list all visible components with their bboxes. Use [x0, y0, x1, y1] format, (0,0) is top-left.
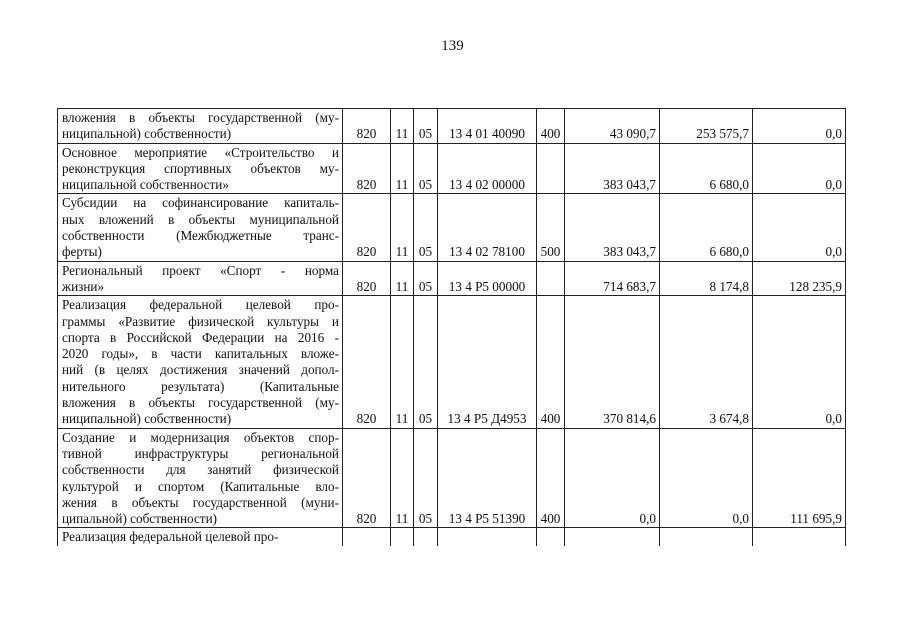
target-article-cell: 13 4 P5 51390 [438, 428, 537, 528]
description-line: собственности (Межбюджетные транс- [62, 228, 339, 244]
description-line: Создание и модернизация объектов спор- [62, 429, 339, 445]
description-line: ний (в целях достижения значений допол- [62, 362, 339, 378]
amount-year1-cell: 43 090,7 [565, 109, 660, 144]
description-line: Субсидии на софинансирование капиталь- [62, 195, 339, 211]
empty-cell [753, 528, 846, 546]
section-code-cell: 11 [391, 143, 414, 194]
table-row [58, 143, 846, 194]
amount-year3-cell: 111 695,9 [753, 428, 846, 528]
description-cell [58, 109, 343, 144]
description-cell [58, 428, 343, 528]
page-number: 139 [441, 38, 464, 54]
table-row [58, 109, 846, 144]
empty-cell [660, 528, 753, 546]
target-article-cell: 13 4 P5 Д4953 [438, 296, 537, 428]
description-cell [58, 296, 343, 428]
amount-year1-cell: 0,0 [565, 428, 660, 528]
description-line: 2020 годы», в части капитальных вложе- [62, 346, 339, 362]
description-line: граммы «Развитие физической культуры и [62, 313, 339, 329]
table-row-partial [58, 528, 846, 546]
table-body [58, 109, 846, 546]
empty-cell [438, 528, 537, 546]
amount-year2-cell: 8 174,8 [660, 261, 753, 296]
empty-cell [537, 528, 565, 546]
description-line: вложения в объекты государственной (му- [62, 110, 339, 125]
subsection-code-cell: 05 [414, 428, 438, 528]
description-line: реконструкция спортивных объектов му- [62, 160, 339, 176]
target-article-cell: 13 4 P5 00000 [438, 261, 537, 296]
description-line: нительного результата) (Капитальные [62, 378, 339, 394]
section-code-cell: 11 [391, 428, 414, 528]
description-line: вложения в объекты государственной (му- [62, 395, 339, 411]
amount-year3-cell: 0,0 [753, 143, 846, 194]
ministry-code-cell: 820 [343, 428, 391, 528]
description-cell [58, 528, 343, 546]
ministry-code-cell: 820 [343, 143, 391, 194]
table-row [58, 194, 846, 261]
description-line: тивной инфраструктуры региональной [62, 445, 339, 461]
amount-year3-cell: 0,0 [753, 109, 846, 144]
ministry-code-cell: 820 [343, 296, 391, 428]
expense-type-cell [537, 143, 565, 194]
expense-type-cell: 400 [537, 109, 565, 144]
section-code-cell: 11 [391, 296, 414, 428]
description-line: ципальной) собственности) [62, 511, 218, 527]
target-article-cell: 13 4 02 00000 [438, 143, 537, 194]
amount-year2-cell: 253 575,7 [660, 109, 753, 144]
subsection-code-cell: 05 [414, 296, 438, 428]
subsection-code-cell: 05 [414, 109, 438, 144]
description-line: культурой и спортом (Капитальные вло- [62, 478, 339, 494]
target-article-cell: 13 4 02 78100 [438, 194, 537, 261]
expense-type-cell [537, 261, 565, 296]
subsection-code-cell: 05 [414, 194, 438, 261]
section-code-cell: 11 [391, 261, 414, 296]
table-row [58, 296, 846, 428]
empty-cell [414, 528, 438, 546]
expense-type-cell: 400 [537, 428, 565, 528]
section-code-cell: 11 [391, 194, 414, 261]
description-line: ных вложений в объекты муниципальной [62, 211, 339, 227]
ministry-code-cell: 820 [343, 109, 391, 144]
empty-cell [565, 528, 660, 546]
description-cell [58, 143, 343, 194]
ministry-code-cell: 820 [343, 261, 391, 296]
description-line: Региональный проект «Спорт - норма [62, 262, 339, 278]
description-line: ниципальной собственности» [62, 177, 229, 193]
description-line: ниципальной) собственности) [62, 411, 232, 427]
amount-year3-cell: 0,0 [753, 194, 846, 261]
empty-cell [343, 528, 391, 546]
description-line: Реализация федеральной целевой про- [62, 529, 279, 545]
description-line: спорта в Российской Федерации на 2016 - [62, 329, 339, 345]
expense-type-cell: 400 [537, 296, 565, 428]
section-code-cell: 11 [391, 109, 414, 144]
ministry-code-cell: 820 [343, 194, 391, 261]
description-cell [58, 261, 343, 296]
description-line: ферты) [62, 244, 102, 260]
description-line: ниципальной) собственности) [62, 126, 232, 142]
amount-year3-cell: 0,0 [753, 296, 846, 428]
table-row [58, 428, 846, 528]
empty-cell [391, 528, 414, 546]
description-line: жения в объекты государственной (муни- [62, 494, 339, 510]
amount-year1-cell: 383 043,7 [565, 194, 660, 261]
subsection-code-cell: 05 [414, 143, 438, 194]
amount-year1-cell: 714 683,7 [565, 261, 660, 296]
amount-year2-cell: 0,0 [660, 428, 753, 528]
amount-year1-cell: 370 814,6 [565, 296, 660, 428]
description-line: Основное мероприятие «Строительство и [62, 144, 339, 160]
target-article-cell: 13 4 01 40090 [438, 109, 537, 144]
expense-type-cell: 500 [537, 194, 565, 261]
subsection-code-cell: 05 [414, 261, 438, 296]
amount-year2-cell: 6 680,0 [660, 194, 753, 261]
description-line: жизни» [62, 278, 105, 294]
amount-year3-cell: 128 235,9 [753, 261, 846, 296]
description-line: Реализация федеральной целевой про- [62, 297, 339, 313]
description-line: собственности для занятий физической [62, 462, 339, 478]
amount-year2-cell: 6 680,0 [660, 143, 753, 194]
amount-year2-cell: 3 674,8 [660, 296, 753, 428]
budget-table [57, 108, 846, 546]
description-cell [58, 194, 343, 261]
amount-year1-cell: 383 043,7 [565, 143, 660, 194]
table-row [58, 261, 846, 296]
